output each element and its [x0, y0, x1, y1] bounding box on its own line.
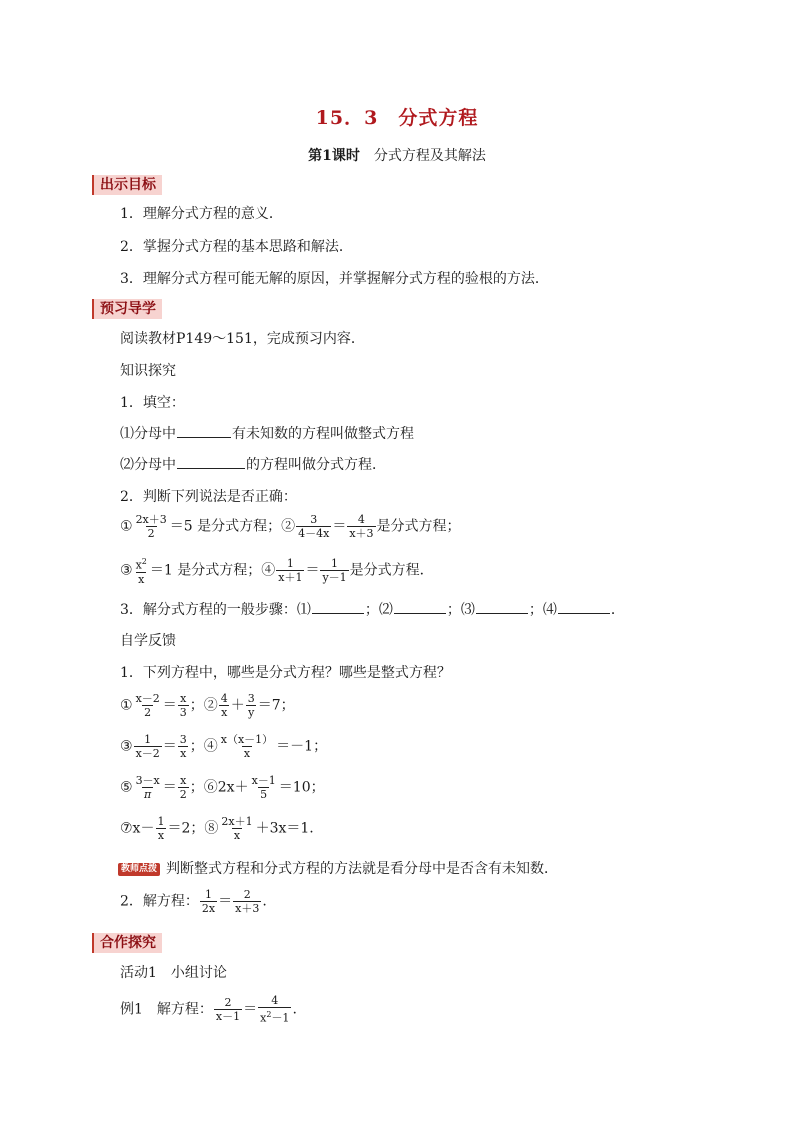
section-cooperation-label: 合作探究 — [92, 933, 162, 953]
example-1: 例1 解方程： $\frac{2}{x-1}$ ＝ $\frac{4}{x^2-1}$ . — [120, 994, 297, 1025]
steps-line — [120, 599, 625, 621]
fill-text: ⑴分母中 — [120, 426, 176, 442]
knowledge-heading: 知识探究 — [120, 363, 176, 379]
fill-heading: 1．填空： — [120, 395, 185, 411]
step-marker: ． — [610, 602, 625, 618]
equation-line-3: ⑤ $\frac{3-x}{\pi}$ ＝ $\frac{x}{2}$ ；⑥2x＋ $\frac{x-1}{5}$ ＝10； — [120, 774, 325, 801]
fill-text: 有未知数的方程叫做整式方程 — [232, 426, 414, 442]
question-2-label: 2．解方程： — [120, 893, 199, 910]
answer-blank[interactable] — [476, 599, 528, 614]
answer-blank[interactable] — [394, 599, 446, 614]
lesson-subtitle — [0, 145, 794, 165]
section-preview-label: 预习导学 — [92, 299, 162, 319]
teacher-tip — [118, 858, 558, 880]
answer-blank[interactable] — [177, 454, 245, 469]
example-text: 解方程： — [156, 1001, 213, 1018]
lesson-number: 第1课时 — [308, 148, 360, 164]
equation-line-4: ⑦x－ $\frac{1}{x}$ ＝2；⑧ $\frac{2x+1}{x}$ ＋3x＝1. — [120, 815, 314, 842]
fill-item-2 — [120, 454, 386, 476]
equation-line-1: ① $\frac{x-2}{2}$ ＝ $\frac{x}{3}$ ；② $\frac{4}{x}$ ＋ $\frac{3}{y}$ ＝7； — [120, 692, 295, 719]
step-marker: ⑴ — [296, 602, 311, 618]
example-label: 例1 — [120, 1001, 143, 1018]
teacher-tip-badge: 教师点拨 — [118, 863, 160, 876]
reading-instruction: 阅读教材P149～151，完成预习内容． — [120, 331, 365, 347]
feedback-heading: 自学反馈 — [120, 633, 176, 649]
judge-heading: 2．判断下列说法是否正确： — [120, 489, 297, 505]
step-marker: ；⑷ — [528, 602, 557, 618]
fill-text: 的方程叫做分式方程． — [246, 457, 386, 473]
step-marker: ；⑶ — [446, 602, 475, 618]
judge-line-2: ③ $\frac{x^2}{x}$ ＝1 是分式方程；④ $\frac{1}{x+1}$ ＝ $\frac{1}{y-1}$ 是分式方程． — [120, 556, 434, 586]
page-title: 15．3 分式方程 — [315, 107, 479, 129]
steps-label: 3．解分式方程的一般步骤： — [120, 602, 297, 618]
fill-text: ⑵分母中 — [120, 457, 176, 473]
question-1: 1．下列方程中，哪些是分式方程？哪些是整式方程？ — [120, 665, 451, 681]
objective-item: 1．理解分式方程的意义． — [120, 206, 283, 222]
objective-item: 3．理解分式方程可能无解的原因，并掌握解分式方程的验根的方法． — [120, 271, 549, 287]
section-objectives-label: 出示目标 — [92, 175, 162, 195]
teacher-tip-text: 判断整式方程和分式方程的方法就是看分母中是否含有未知数． — [166, 861, 559, 877]
answer-blank[interactable] — [312, 599, 364, 614]
judge-line-1: ① $\frac{2x+3}{2}$ ＝5 是分式方程；② $\frac{3}{4-4x}$ ＝ $\frac{4}{x+3}$ 是分式方程； — [120, 513, 461, 540]
lesson-topic: 分式方程及其解法 — [373, 148, 486, 164]
equation-line-2: ③ $\frac{1}{x-2}$ ＝ $\frac{3}{x}$ ；④ $\frac{x(x-1)}{x}$ ＝－1； — [120, 733, 328, 760]
objective-item: 2．掌握分式方程的基本思路和解法． — [120, 239, 353, 255]
step-marker: ；⑵ — [364, 602, 393, 618]
activity-heading: 活动1 小组讨论 — [120, 965, 227, 981]
answer-blank[interactable] — [558, 599, 610, 614]
answer-blank[interactable] — [177, 423, 231, 438]
question-2: 2．解方程： $\frac{1}{2x}$ ＝ $\frac{2}{x+3}$ . — [120, 888, 267, 915]
fill-item-1 — [120, 423, 414, 445]
